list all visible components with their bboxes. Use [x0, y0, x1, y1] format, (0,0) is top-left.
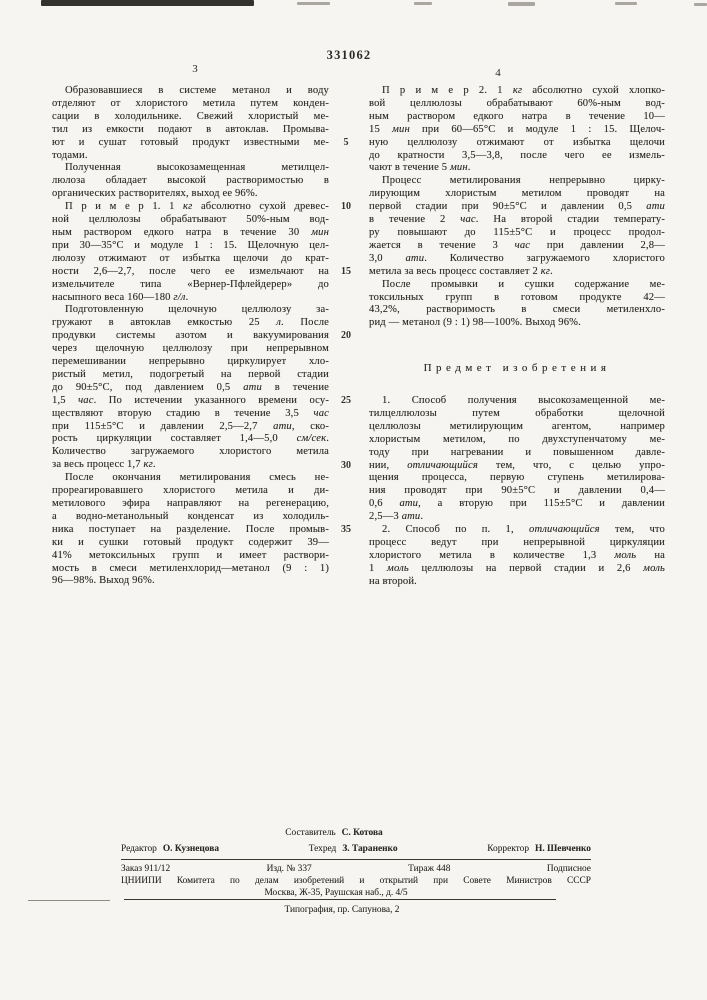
composer-credit: [121, 828, 591, 838]
line-number: 30: [341, 460, 351, 471]
text-line: перемешивании непрерывно циркулирует хло-: [52, 356, 329, 368]
text-line: 2,5—3 ати.: [369, 511, 424, 523]
text-line: тил из емкости подают в автоклав. Промыва-: [52, 123, 329, 135]
line-number: 15: [341, 266, 351, 277]
corrector-label: Корректор: [487, 844, 530, 854]
text-line: ру повышают до 115±5°С и процесс продол-: [369, 226, 665, 238]
text-line: хлористого метила в количестве 1,3 моль на: [369, 549, 665, 561]
text-line: рость циркуляции составляет 1,4—5,0 см/сек.: [52, 433, 329, 445]
text-line: щения процесса, первую ступень метилирова-: [369, 472, 665, 484]
text-line: при 115±5°С и давлении 2,5—2,7 ати, ско-: [52, 420, 329, 432]
composer-name: С. Котова: [341, 828, 383, 838]
text-line: а водно-метанольный конденсат из холодиль-: [52, 510, 329, 522]
editor-label: Редактор: [121, 844, 157, 854]
issue-number: Изд. № 337: [266, 864, 312, 874]
scan-artifact: [41, 0, 254, 6]
techred-name: З. Тараненко: [342, 844, 398, 854]
line-number: 5: [343, 137, 349, 148]
text-line: Процесс метилирования непрерывно цирку-: [382, 175, 665, 187]
text-line: 1 моль целлюлозы на первой стадии и 2,6 моль: [369, 562, 666, 574]
line-number: 10: [341, 201, 351, 212]
text-line: тилцеллюлозы путем обработки щелочной: [369, 407, 665, 419]
page-number-right: 4: [495, 67, 501, 79]
scan-artifact: [694, 3, 707, 6]
text-line: гружают в автоклав емкостью 25 л. После: [52, 317, 330, 329]
text-line: насыпного веса 160—180 г/л.: [52, 291, 189, 303]
line-number: 20: [341, 330, 351, 341]
text-line: 1. Способ получения высокозамещенной ме-: [382, 395, 665, 406]
text-line: ки и сушки готовый продукт содержит 39—: [52, 536, 329, 548]
text-line: ным раствором едкого натра в течение 10—: [369, 110, 665, 122]
text-line: ристый метил, подогретый на первой стадии: [52, 368, 329, 380]
text-line: нии, отличающийся тем, что, с целью упро-: [369, 459, 665, 471]
text-line: отделяют от хлористого метила путем конден-: [52, 97, 329, 109]
text-line: тоду при нагревании и повышенном давле-: [369, 446, 665, 458]
text-line: ника поступает на разделение. После промыв-: [52, 523, 329, 535]
corrector-name: Н. Шевченко: [535, 844, 591, 854]
text-line: После промывки и сушки содержание ме-: [382, 278, 665, 290]
text-line: ности 2,6—2,7, после чего ее измельчают на: [52, 265, 329, 277]
text-line: вой целлюлозы обрабатывают 60%-ным вод-: [369, 97, 665, 109]
text-line: хлористым метилом, по двухступенчатому ме-: [369, 433, 665, 445]
text-line: люлоза обладает высокой растворимостью в: [52, 175, 329, 187]
text-line: первой стадии при 90±5°С и давлении 0,5 ати: [369, 201, 665, 213]
scan-artifact: [508, 2, 535, 6]
line-number-gutter: [333, 0, 359, 600]
address-line: Москва, Ж-35, Раушская наб., д. 4/5: [264, 888, 408, 898]
text-line: ния проводят при 90±5°С и давлении 0,4—: [369, 485, 665, 497]
right-column-examples: [369, 85, 665, 330]
text-line: чают в течение 5 мин.: [369, 162, 471, 174]
text-line: После окончания метилирования смесь не-: [65, 472, 329, 484]
text-line: целлюлозы метилирующим агентом, например: [369, 420, 665, 432]
text-line: Подготовленную щелочную целлюлозу за-: [65, 304, 329, 316]
editor-name: О. Кузнецова: [162, 844, 220, 854]
text-line: П р и м е р 1. 1 кг абсолютно сухой древес-: [65, 201, 329, 213]
text-line: продувки системы азотом и вакуумирования: [52, 330, 329, 342]
text-line: органических растворителях, выход ее 96%.: [52, 188, 258, 200]
scan-artifact: [615, 2, 637, 5]
text-line: до 90±5°С, под давлением 0,5 ати в течение: [52, 381, 329, 393]
text-line: 3,0 ати. Количество загружаемого хлористого: [369, 252, 665, 264]
text-line: метила за весь процесс составляет 2 кг.: [369, 265, 553, 277]
claims-section-title: Предмет изобретения: [423, 362, 611, 374]
text-line: 0,6 ати, а вторую при 115±5°С и давлении: [369, 498, 665, 510]
order-row: [121, 864, 591, 874]
text-line: П р и м е р 2. 1 кг абсолютно сухой хлопко-: [382, 85, 665, 96]
divider: [124, 899, 556, 900]
text-line: мость в смеси метиленхлорид—метанол (9 : 1): [52, 562, 329, 574]
editor-credit: [121, 844, 219, 854]
subscription-note: Подписное: [546, 864, 591, 874]
text-line: 41% метоксильных групп и имеет раствори-: [52, 549, 329, 561]
text-line: ют и сушат готовый продукт известными ме-: [52, 136, 329, 148]
text-line: 96—98%. Выход 96%.: [52, 575, 155, 587]
organization-line: ЦНИИПИ Комитета по делам изобретений и открытий при Совете Министров СССР: [121, 876, 591, 886]
text-line: ную целлюлозу отжимают от избытка щелочи: [369, 136, 665, 148]
corrector-credit: [487, 844, 591, 854]
left-column: [52, 85, 329, 588]
text-line: процесс ведут при непрерывной циркуляции: [369, 536, 665, 548]
text-line: измельчителе типа «Вернер-Пфлейдерер» до: [52, 278, 329, 290]
scan-artifact: [414, 2, 432, 5]
text-line: за весь процесс 1,7 кг.: [52, 459, 156, 471]
text-line: метилового эфира направляют на регенерацию,: [52, 498, 329, 509]
text-line: 43,2%, растворимость в смеси метиленхло-: [369, 304, 665, 316]
techred-credit: [309, 844, 398, 854]
divider: [28, 900, 110, 901]
text-line: ным раствором едкого натра в течение 30 мин: [52, 226, 329, 238]
text-line: люлозу отжимают от избытка щелочи до крат-: [52, 252, 329, 264]
text-line: лирующим хлористым метилом проводят на: [369, 188, 665, 200]
text-line: ществляют вторую стадию в течение 3,5 час: [52, 407, 329, 419]
text-line: до кратности 3,5—3,8, после чего ее измель-: [369, 149, 665, 161]
printer-line: Типография, пр. Сапунова, 2: [284, 905, 400, 915]
order-number: Заказ 911/12: [121, 864, 171, 874]
text-line: токсильных групп в готовом продукте 42—: [369, 291, 665, 303]
text-line: рид — метанол (9 : 1) 98—100%. Выход 96%.: [369, 317, 581, 329]
composer-label: Составитель: [285, 828, 336, 838]
scan-artifact: [297, 2, 330, 5]
text-line: на второй.: [369, 575, 417, 587]
imprint-footer: [121, 826, 591, 926]
line-number: 35: [341, 524, 351, 535]
staff-credits-row: [121, 844, 591, 854]
text-line: в течение 2 час. На второй стадии температу-: [369, 214, 665, 226]
text-line: Образовавшиеся в системе метанол и воду: [65, 85, 329, 96]
print-run: Тираж 448: [408, 864, 451, 874]
text-line: ной целлюлозы обрабатывают 50%-ным вод-: [52, 214, 329, 226]
text-line: сации в холодильнике. Свежий хлористый ме-: [52, 110, 329, 122]
patent-number: 331062: [326, 48, 372, 62]
text-line: жается в течение 3 час при давлении 2,8—: [369, 239, 665, 251]
claims-section: [369, 395, 665, 589]
text-line: Полученная высокозамещенная метилцел-: [65, 162, 329, 174]
text-line: Количество загружаемого хлористого метила: [52, 446, 329, 458]
text-line: 15 мин при 60—65°С и модуле 1 : 15. Щелоч-: [369, 123, 665, 135]
text-line: 2. Способ по п. 1, отличающийся тем, что: [382, 524, 666, 536]
divider: [121, 859, 591, 860]
text-line: через щелочную целлюлозу при непрерывном: [52, 343, 329, 355]
line-number: 25: [341, 395, 351, 406]
text-line: прореагировавшего хлористого метила и ди-: [52, 485, 329, 497]
text-line: при 30—35°С и модуле 1 : 15. Щелочную цел-: [52, 239, 329, 251]
techred-label: Техред: [308, 844, 337, 854]
text-line: 1,5 час. По истечении указанного времени осу-: [52, 394, 329, 406]
text-line: тодами.: [52, 149, 88, 161]
page-number-left: 3: [192, 63, 198, 75]
